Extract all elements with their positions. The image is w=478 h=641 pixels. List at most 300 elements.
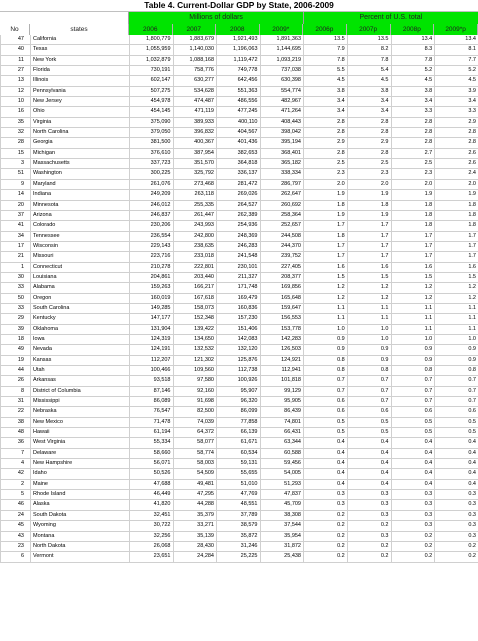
cell-2008[interactable]: 77,858 <box>217 417 261 427</box>
cell-2008p[interactable]: 0.9 <box>391 345 435 355</box>
cell-state[interactable]: Pennsylvania <box>31 86 130 96</box>
cell-2007[interactable]: 389,933 <box>173 117 217 127</box>
cell-2007[interactable]: 758,776 <box>173 66 217 76</box>
cell-2007[interactable]: 44,288 <box>173 500 217 510</box>
cell-2006p[interactable]: 7.8 <box>304 55 348 65</box>
cell-state[interactable]: Arizona <box>31 210 130 220</box>
cell-2007[interactable]: 255,335 <box>173 200 217 210</box>
cell-state[interactable]: Indiana <box>31 190 130 200</box>
cell-2009p[interactable]: 0.3 <box>435 510 478 520</box>
cell-2006p[interactable]: 7.9 <box>304 45 348 55</box>
cell-2006p[interactable]: 0.4 <box>304 469 348 479</box>
cell-2009[interactable]: 737,038 <box>260 66 304 76</box>
cell-2006p[interactable]: 2.5 <box>304 159 348 169</box>
cell-2007p[interactable]: 1.6 <box>347 262 391 272</box>
cell-2007p[interactable]: 0.2 <box>347 552 391 562</box>
cell-no[interactable]: 47 <box>1 35 31 45</box>
cell-2006p[interactable]: 0.8 <box>304 366 348 376</box>
cell-2007p[interactable]: 2.9 <box>347 138 391 148</box>
cell-2009[interactable]: 142,283 <box>260 334 304 344</box>
cell-2009p[interactable]: 0.8 <box>435 366 478 376</box>
cell-state[interactable]: Alabama <box>31 283 130 293</box>
cell-2007[interactable]: 400,367 <box>173 138 217 148</box>
cell-state[interactable]: South Carolina <box>31 303 130 313</box>
cell-2008[interactable]: 404,567 <box>217 128 261 138</box>
cell-2007p[interactable]: 0.8 <box>347 366 391 376</box>
cell-2008[interactable]: 151,406 <box>217 324 261 334</box>
cell-2007[interactable]: 97,580 <box>173 376 217 386</box>
cell-2007p[interactable]: 1.0 <box>347 324 391 334</box>
cell-2009[interactable]: 262,647 <box>260 190 304 200</box>
cell-2007p[interactable]: 2.0 <box>347 179 391 189</box>
cell-2006p[interactable]: 1.7 <box>304 241 348 251</box>
cell-2009p[interactable]: 1.1 <box>435 314 478 324</box>
cell-2007p[interactable]: 0.4 <box>347 459 391 469</box>
cell-2006[interactable]: 71,478 <box>130 417 174 427</box>
cell-2008[interactable]: 95,907 <box>217 386 261 396</box>
cell-2009p[interactable]: 1.2 <box>435 283 478 293</box>
cell-2006[interactable]: 61,194 <box>130 428 174 438</box>
cell-2007p[interactable]: 1.1 <box>347 314 391 324</box>
cell-state[interactable]: Hawaii <box>31 428 130 438</box>
cell-no[interactable]: 14 <box>1 190 31 200</box>
cell-no[interactable]: 42 <box>1 469 31 479</box>
cell-no[interactable]: 35 <box>1 117 31 127</box>
cell-2008[interactable]: 55,655 <box>217 469 261 479</box>
cell-2008p[interactable]: 1.1 <box>391 314 435 324</box>
cell-2008[interactable]: 336,137 <box>217 169 261 179</box>
cell-2006p[interactable]: 1.1 <box>304 303 348 313</box>
cell-state[interactable]: New Jersey <box>31 97 130 107</box>
cell-2009p[interactable]: 0.9 <box>435 345 478 355</box>
cell-2008p[interactable]: 1.6 <box>391 262 435 272</box>
cell-2008p[interactable]: 1.7 <box>391 252 435 262</box>
cell-2008[interactable]: 477,245 <box>217 107 261 117</box>
cell-2006p[interactable]: 0.2 <box>304 531 348 541</box>
cell-2007p[interactable]: 1.8 <box>347 200 391 210</box>
cell-2007p[interactable]: 1.7 <box>347 231 391 241</box>
cell-no[interactable]: 31 <box>1 397 31 407</box>
cell-2007p[interactable]: 1.5 <box>347 272 391 282</box>
cell-2009p[interactable]: 2.6 <box>435 159 478 169</box>
cell-2007p[interactable]: 1.1 <box>347 303 391 313</box>
cell-2008[interactable]: 254,936 <box>217 221 261 231</box>
cell-2007[interactable]: 261,447 <box>173 210 217 220</box>
cell-2009p[interactable]: 0.4 <box>435 459 478 469</box>
cell-2007[interactable]: 139,422 <box>173 324 217 334</box>
cell-no[interactable]: 48 <box>1 428 31 438</box>
cell-2007[interactable]: 396,832 <box>173 128 217 138</box>
cell-no[interactable]: 51 <box>1 169 31 179</box>
cell-2006p[interactable]: 1.2 <box>304 293 348 303</box>
cell-2008p[interactable]: 1.1 <box>391 303 435 313</box>
cell-2007p[interactable]: 3.4 <box>347 107 391 117</box>
cell-2006[interactable]: 375,090 <box>130 117 174 127</box>
cell-2009[interactable]: 258,364 <box>260 210 304 220</box>
cell-2009[interactable]: 227,405 <box>260 262 304 272</box>
cell-2008[interactable]: 157,230 <box>217 314 261 324</box>
cell-2008[interactable]: 400,110 <box>217 117 261 127</box>
cell-2009[interactable]: 395,194 <box>260 138 304 148</box>
cell-2006[interactable]: 210,278 <box>130 262 174 272</box>
cell-no[interactable]: 50 <box>1 293 31 303</box>
cell-2008[interactable]: 169,479 <box>217 293 261 303</box>
cell-no[interactable]: 28 <box>1 138 31 148</box>
cell-2007[interactable]: 238,635 <box>173 241 217 251</box>
cell-2007[interactable]: 121,302 <box>173 355 217 365</box>
cell-2006p[interactable]: 0.7 <box>304 386 348 396</box>
cell-2009[interactable]: 124,921 <box>260 355 304 365</box>
cell-no[interactable]: 1 <box>1 262 31 272</box>
cell-2006p[interactable]: 2.8 <box>304 128 348 138</box>
cell-2008[interactable]: 281,472 <box>217 179 261 189</box>
cell-2009[interactable]: 86,439 <box>260 407 304 417</box>
cell-2006[interactable]: 23,651 <box>130 552 174 562</box>
cell-2007[interactable]: 134,650 <box>173 334 217 344</box>
cell-no[interactable]: 21 <box>1 252 31 262</box>
cell-2008p[interactable]: 0.5 <box>391 417 435 427</box>
cell-2007[interactable]: 82,500 <box>173 407 217 417</box>
cell-2008p[interactable]: 2.7 <box>391 148 435 158</box>
cell-2008[interactable]: 37,789 <box>217 510 261 520</box>
cell-2006[interactable]: 1,800,779 <box>130 35 174 45</box>
cell-2008[interactable]: 60,534 <box>217 448 261 458</box>
cell-2007[interactable]: 166,217 <box>173 283 217 293</box>
cell-2009p[interactable]: 1.1 <box>435 324 478 334</box>
cell-2008[interactable]: 142,083 <box>217 334 261 344</box>
cell-2006p[interactable]: 13.5 <box>304 35 348 45</box>
cell-2008[interactable]: 100,926 <box>217 376 261 386</box>
cell-2008[interactable]: 642,456 <box>217 76 261 86</box>
cell-state[interactable]: Delaware <box>31 448 130 458</box>
cell-2006p[interactable]: 1.0 <box>304 324 348 334</box>
cell-2006[interactable]: 131,904 <box>130 324 174 334</box>
cell-2006p[interactable]: 5.5 <box>304 66 348 76</box>
cell-2006p[interactable]: 1.7 <box>304 252 348 262</box>
cell-2009p[interactable]: 0.3 <box>435 531 478 541</box>
cell-2009p[interactable]: 0.6 <box>435 407 478 417</box>
cell-2007[interactable]: 91,698 <box>173 397 217 407</box>
cell-2009p[interactable]: 1.2 <box>435 293 478 303</box>
cell-2009p[interactable]: 0.9 <box>435 355 478 365</box>
cell-2009p[interactable]: 1.0 <box>435 334 478 344</box>
cell-2009p[interactable]: 13.4 <box>435 35 478 45</box>
cell-2008p[interactable]: 1.7 <box>391 241 435 251</box>
cell-2007p[interactable]: 0.9 <box>347 345 391 355</box>
cell-2006[interactable]: 149,285 <box>130 303 174 313</box>
cell-2008[interactable]: 51,010 <box>217 479 261 489</box>
cell-state[interactable]: Montana <box>31 531 130 541</box>
cell-2006[interactable]: 55,334 <box>130 438 174 448</box>
cell-no[interactable]: 6 <box>1 552 31 562</box>
cell-2007[interactable]: 534,628 <box>173 86 217 96</box>
cell-state[interactable]: New Hampshire <box>31 459 130 469</box>
cell-2007[interactable]: 33,271 <box>173 521 217 531</box>
cell-2009p[interactable]: 1.7 <box>435 231 478 241</box>
cell-2007[interactable]: 58,003 <box>173 459 217 469</box>
cell-2006[interactable]: 454,978 <box>130 97 174 107</box>
cell-2008p[interactable]: 0.4 <box>391 469 435 479</box>
cell-2009p[interactable]: 0.4 <box>435 438 478 448</box>
cell-2009p[interactable]: 1.9 <box>435 190 478 200</box>
cell-2008[interactable]: 132,120 <box>217 345 261 355</box>
cell-2006p[interactable]: 1.5 <box>304 272 348 282</box>
cell-2009p[interactable]: 1.7 <box>435 252 478 262</box>
cell-2008[interactable]: 38,579 <box>217 521 261 531</box>
cell-2008[interactable]: 364,818 <box>217 159 261 169</box>
cell-2009p[interactable]: 1.6 <box>435 262 478 272</box>
cell-2006[interactable]: 58,660 <box>130 448 174 458</box>
cell-2008[interactable]: 66,139 <box>217 428 261 438</box>
cell-2007[interactable]: 325,792 <box>173 169 217 179</box>
cell-no[interactable]: 49 <box>1 345 31 355</box>
cell-2006[interactable]: 300,225 <box>130 169 174 179</box>
cell-2006[interactable]: 124,191 <box>130 345 174 355</box>
cell-2007[interactable]: 132,532 <box>173 345 217 355</box>
cell-2006p[interactable]: 1.6 <box>304 262 348 272</box>
cell-2008[interactable]: 264,527 <box>217 200 261 210</box>
cell-state[interactable]: Maine <box>31 479 130 489</box>
cell-2007[interactable]: 64,372 <box>173 428 217 438</box>
cell-no[interactable]: 26 <box>1 376 31 386</box>
cell-2008p[interactable]: 0.3 <box>391 490 435 500</box>
cell-2008[interactable]: 486,556 <box>217 97 261 107</box>
cell-2008[interactable]: 230,101 <box>217 262 261 272</box>
cell-2009p[interactable]: 0.7 <box>435 397 478 407</box>
cell-2006[interactable]: 454,145 <box>130 107 174 117</box>
cell-2009p[interactable]: 5.2 <box>435 66 478 76</box>
cell-state[interactable]: Wyoming <box>31 521 130 531</box>
cell-2008[interactable]: 96,320 <box>217 397 261 407</box>
cell-2009[interactable]: 51,293 <box>260 479 304 489</box>
cell-2007p[interactable]: 0.7 <box>347 386 391 396</box>
cell-2007[interactable]: 54,509 <box>173 469 217 479</box>
cell-2009[interactable]: 368,401 <box>260 148 304 158</box>
cell-2006[interactable]: 1,032,879 <box>130 55 174 65</box>
cell-2008[interactable]: 248,369 <box>217 231 261 241</box>
cell-2006p[interactable]: 0.2 <box>304 541 348 551</box>
cell-2006[interactable]: 47,688 <box>130 479 174 489</box>
cell-2008[interactable]: 61,671 <box>217 438 261 448</box>
cell-2008p[interactable]: 0.3 <box>391 500 435 510</box>
cell-no[interactable]: 45 <box>1 521 31 531</box>
cell-2008p[interactable]: 7.8 <box>391 55 435 65</box>
cell-2006[interactable]: 246,837 <box>130 210 174 220</box>
cell-2007p[interactable]: 3.8 <box>347 86 391 96</box>
cell-2008p[interactable]: 2.3 <box>391 169 435 179</box>
cell-2008[interactable]: 382,653 <box>217 148 261 158</box>
cell-state[interactable]: Arkansas <box>31 376 130 386</box>
cell-2009[interactable]: 153,778 <box>260 324 304 334</box>
cell-2008[interactable]: 125,876 <box>217 355 261 365</box>
cell-2007[interactable]: 273,468 <box>173 179 217 189</box>
cell-2008p[interactable]: 1.1 <box>391 324 435 334</box>
cell-2007[interactable]: 49,481 <box>173 479 217 489</box>
cell-state[interactable]: Iowa <box>31 334 130 344</box>
cell-no[interactable]: 9 <box>1 179 31 189</box>
cell-2006[interactable]: 337,723 <box>130 159 174 169</box>
cell-2006[interactable]: 602,147 <box>130 76 174 86</box>
cell-2007p[interactable]: 13.5 <box>347 35 391 45</box>
cell-2006[interactable]: 159,263 <box>130 283 174 293</box>
cell-2009p[interactable]: 0.2 <box>435 552 478 562</box>
cell-2008p[interactable]: 0.9 <box>391 355 435 365</box>
cell-2007[interactable]: 351,570 <box>173 159 217 169</box>
cell-2007[interactable]: 243,993 <box>173 221 217 231</box>
cell-2007[interactable]: 58,077 <box>173 438 217 448</box>
cell-state[interactable]: Virginia <box>31 117 130 127</box>
cell-state[interactable]: Georgia <box>31 138 130 148</box>
cell-2009[interactable]: 66,431 <box>260 428 304 438</box>
cell-2006p[interactable]: 0.4 <box>304 438 348 448</box>
cell-no[interactable]: 20 <box>1 200 31 210</box>
cell-state[interactable]: Tennessee <box>31 231 130 241</box>
cell-no[interactable]: 36 <box>1 438 31 448</box>
cell-2009[interactable]: 260,692 <box>260 200 304 210</box>
cell-2009[interactable]: 59,456 <box>260 459 304 469</box>
cell-2009[interactable]: 159,647 <box>260 303 304 313</box>
cell-2008p[interactable]: 1.9 <box>391 190 435 200</box>
cell-2009[interactable]: 208,377 <box>260 272 304 282</box>
cell-2008p[interactable]: 13.4 <box>391 35 435 45</box>
cell-2008p[interactable]: 1.7 <box>391 231 435 241</box>
cell-2008p[interactable]: 1.0 <box>391 334 435 344</box>
cell-2006p[interactable]: 0.2 <box>304 510 348 520</box>
cell-2007p[interactable]: 2.8 <box>347 128 391 138</box>
cell-2009p[interactable]: 0.3 <box>435 521 478 531</box>
cell-no[interactable]: 34 <box>1 231 31 241</box>
cell-2006[interactable]: 32,451 <box>130 510 174 520</box>
cell-2007p[interactable]: 0.4 <box>347 469 391 479</box>
cell-2009p[interactable]: 0.5 <box>435 417 478 427</box>
cell-no[interactable]: 16 <box>1 107 31 117</box>
cell-2009p[interactable]: 2.4 <box>435 169 478 179</box>
cell-2009[interactable]: 45,709 <box>260 500 304 510</box>
cell-2009p[interactable]: 2.6 <box>435 148 478 158</box>
cell-2007[interactable]: 1,140,030 <box>173 45 217 55</box>
cell-2006p[interactable]: 2.3 <box>304 169 348 179</box>
cell-2007[interactable]: 1,883,679 <box>173 35 217 45</box>
cell-2008p[interactable]: 0.2 <box>391 552 435 562</box>
cell-2008[interactable]: 241,548 <box>217 252 261 262</box>
cell-2006p[interactable]: 0.4 <box>304 479 348 489</box>
cell-2009[interactable]: 126,503 <box>260 345 304 355</box>
cell-no[interactable]: 17 <box>1 241 31 251</box>
cell-2007p[interactable]: 0.4 <box>347 479 391 489</box>
cell-2008p[interactable]: 0.4 <box>391 438 435 448</box>
cell-2006[interactable]: 249,209 <box>130 190 174 200</box>
cell-2006p[interactable]: 2.0 <box>304 179 348 189</box>
cell-state[interactable]: South Dakota <box>31 510 130 520</box>
cell-state[interactable]: District of Columbia <box>31 386 130 396</box>
cell-2006p[interactable]: 0.5 <box>304 428 348 438</box>
cell-2006[interactable]: 76,547 <box>130 407 174 417</box>
cell-2008p[interactable]: 0.2 <box>391 531 435 541</box>
cell-2009[interactable]: 1,093,219 <box>260 55 304 65</box>
cell-2007p[interactable]: 0.3 <box>347 510 391 520</box>
cell-2006p[interactable]: 2.8 <box>304 148 348 158</box>
cell-2008p[interactable]: 3.4 <box>391 97 435 107</box>
cell-2009[interactable]: 74,801 <box>260 417 304 427</box>
cell-2007[interactable]: 474,487 <box>173 97 217 107</box>
cell-2009[interactable]: 54,005 <box>260 469 304 479</box>
cell-2006[interactable]: 229,143 <box>130 241 174 251</box>
cell-no[interactable]: 38 <box>1 417 31 427</box>
cell-2009[interactable]: 244,508 <box>260 231 304 241</box>
cell-2009p[interactable]: 3.9 <box>435 86 478 96</box>
cell-no[interactable]: 15 <box>1 148 31 158</box>
cell-2008p[interactable]: 0.7 <box>391 397 435 407</box>
cell-2009[interactable]: 630,398 <box>260 76 304 86</box>
cell-no[interactable]: 29 <box>1 314 31 324</box>
cell-2006[interactable]: 46,449 <box>130 490 174 500</box>
cell-2009p[interactable]: 3.4 <box>435 97 478 107</box>
cell-no[interactable]: 13 <box>1 76 31 86</box>
cell-no[interactable]: 22 <box>1 407 31 417</box>
cell-2007[interactable]: 92,160 <box>173 386 217 396</box>
cell-2006[interactable]: 93,518 <box>130 376 174 386</box>
cell-2006p[interactable]: 1.8 <box>304 200 348 210</box>
cell-no[interactable]: 18 <box>1 334 31 344</box>
cell-2009[interactable]: 25,438 <box>260 552 304 562</box>
cell-2007[interactable]: 167,618 <box>173 293 217 303</box>
cell-2009p[interactable]: 1.7 <box>435 241 478 251</box>
cell-2008p[interactable]: 2.8 <box>391 138 435 148</box>
cell-state[interactable]: Florida <box>31 66 130 76</box>
cell-2006[interactable]: 204,861 <box>130 272 174 282</box>
cell-2007p[interactable]: 2.8 <box>347 148 391 158</box>
cell-2009[interactable]: 471,264 <box>260 107 304 117</box>
cell-2007[interactable]: 630,277 <box>173 76 217 86</box>
cell-no[interactable]: 24 <box>1 510 31 520</box>
cell-2008[interactable]: 47,769 <box>217 490 261 500</box>
cell-2009[interactable]: 165,648 <box>260 293 304 303</box>
cell-no[interactable]: 30 <box>1 272 31 282</box>
cell-2009p[interactable]: 2.9 <box>435 117 478 127</box>
cell-2009p[interactable]: 7.7 <box>435 55 478 65</box>
cell-state[interactable]: Vermont <box>31 552 130 562</box>
cell-state[interactable]: California <box>31 35 130 45</box>
cell-state[interactable]: Missouri <box>31 252 130 262</box>
cell-2008[interactable]: 1,921,493 <box>217 35 261 45</box>
cell-2007p[interactable]: 0.9 <box>347 355 391 365</box>
cell-2006p[interactable]: 0.2 <box>304 521 348 531</box>
cell-state[interactable]: North Carolina <box>31 128 130 138</box>
cell-2006p[interactable]: 3.4 <box>304 97 348 107</box>
cell-no[interactable]: 33 <box>1 303 31 313</box>
cell-state[interactable]: Minnesota <box>31 200 130 210</box>
cell-2008[interactable]: 48,551 <box>217 500 261 510</box>
cell-2009p[interactable]: 2.0 <box>435 179 478 189</box>
cell-no[interactable]: 33 <box>1 283 31 293</box>
cell-2007p[interactable]: 2.8 <box>347 117 391 127</box>
cell-2006[interactable]: 147,177 <box>130 314 174 324</box>
cell-2009[interactable]: 244,370 <box>260 241 304 251</box>
cell-2008[interactable]: 246,283 <box>217 241 261 251</box>
cell-no[interactable]: 40 <box>1 45 31 55</box>
cell-no[interactable]: 37 <box>1 210 31 220</box>
cell-2008[interactable]: 35,872 <box>217 531 261 541</box>
cell-2007p[interactable]: 1.0 <box>347 334 391 344</box>
cell-state[interactable]: Nevada <box>31 345 130 355</box>
cell-2007p[interactable]: 0.7 <box>347 376 391 386</box>
cell-2008[interactable]: 59,131 <box>217 459 261 469</box>
cell-state[interactable]: Louisiana <box>31 272 130 282</box>
cell-2008[interactable]: 25,225 <box>217 552 261 562</box>
cell-2007[interactable]: 222,801 <box>173 262 217 272</box>
cell-state[interactable]: Oklahoma <box>31 324 130 334</box>
cell-no[interactable]: 2 <box>1 479 31 489</box>
